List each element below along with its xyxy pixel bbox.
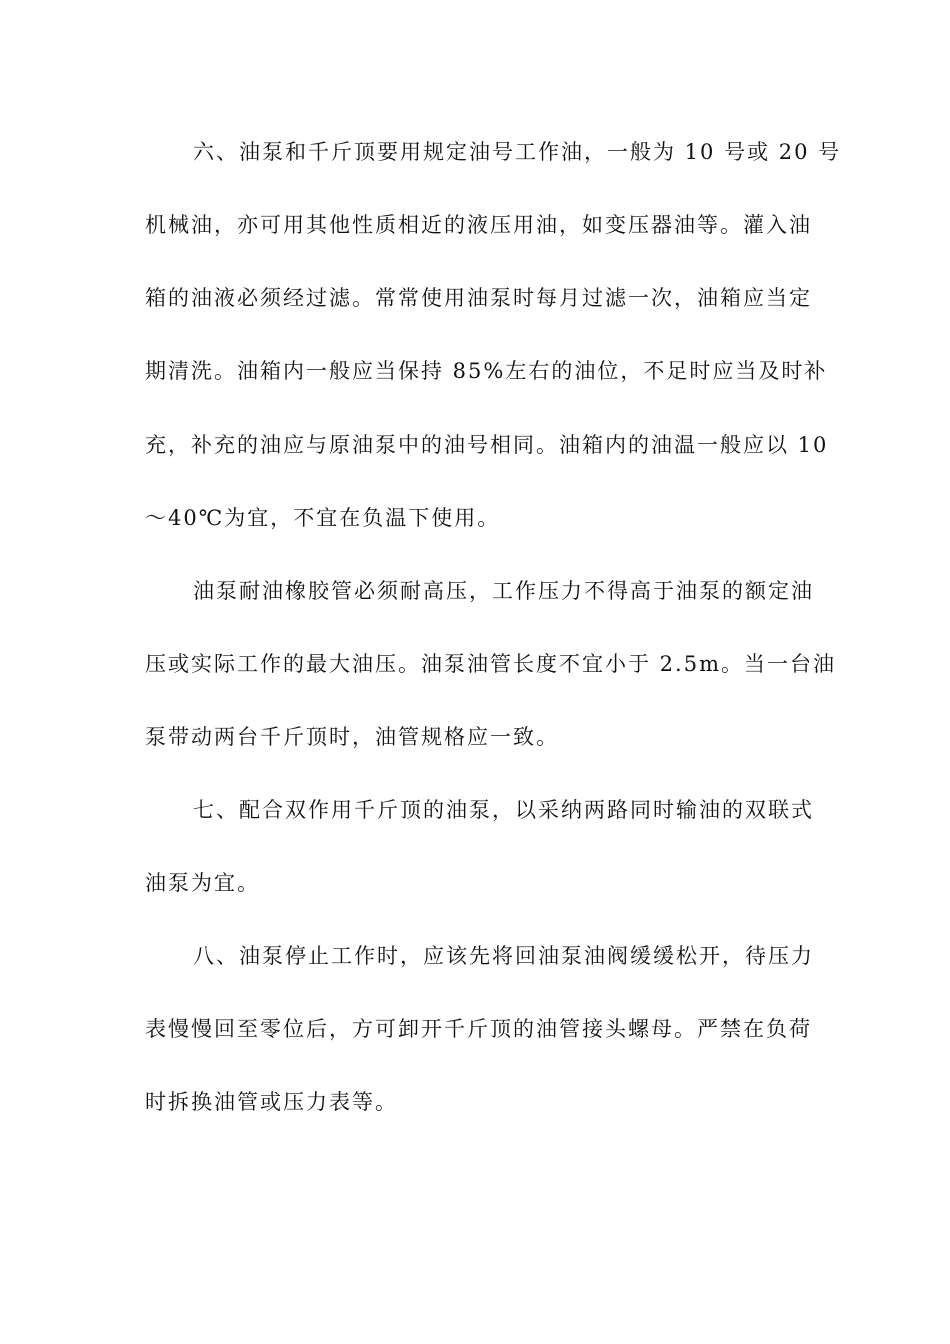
- paragraph-line: 箱的油液必须经过滤。常常使用油泵时每月过滤一次，油箱应当定: [145, 286, 812, 310]
- paragraph-line: 时拆换油管或压力表等。: [145, 1090, 398, 1114]
- paragraph-line: 六、油泵和千斤顶要用规定油号工作油，一般为 10 号或 20 号: [193, 140, 842, 164]
- paragraph-line: 泵带动两台千斤顶时，油管规格应一致。: [145, 725, 559, 749]
- paragraph-line: 油泵耐油橡胶管必须耐高压，工作压力不得高于油泵的额定油: [193, 579, 814, 603]
- paragraph-line: 充，补充的油应与原油泵中的油号相同。油箱内的油温一般应以 10: [145, 433, 829, 457]
- paragraph-line: 油泵为宜。: [145, 871, 260, 895]
- paragraph-line: ～40℃为宜，不宜在负温下使用。: [145, 506, 501, 530]
- paragraph-line: 机械油，亦可用其他性质相近的液压用油，如变压器油等。灌入油: [145, 213, 812, 237]
- paragraph-line: 压或实际工作的最大油压。油泵油管长度不宜小于 2.5m。当一台油: [145, 652, 836, 676]
- paragraph-line: 七、配合双作用千斤顶的油泵，以采纳两路同时输油的双联式: [193, 798, 814, 822]
- paragraph-line: 八、油泵停止工作时，应该先将回油泵油阀缓缓松开，待压力: [193, 944, 814, 968]
- paragraph-line: 表慢慢回至零位后，方可卸开千斤顶的油管接头螺母。严禁在负荷: [145, 1017, 812, 1041]
- paragraph-line: 期清洗。油箱内一般应当保持 85%左右的油位，不足时应当及时补: [145, 359, 828, 383]
